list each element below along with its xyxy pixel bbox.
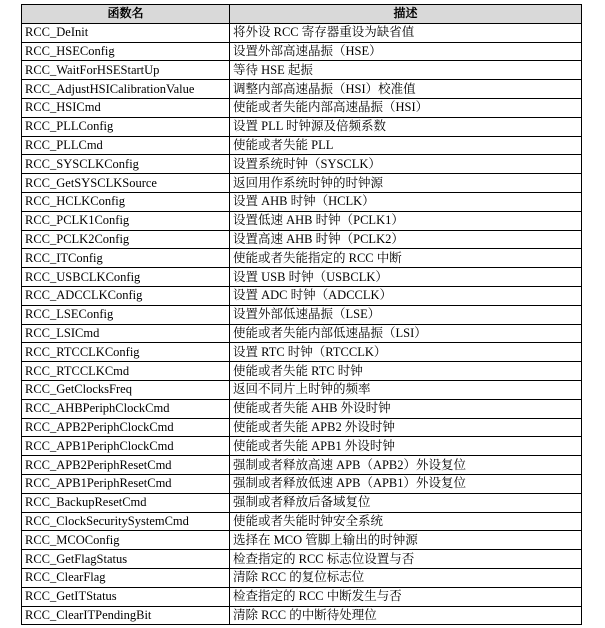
table-row <box>22 587 582 606</box>
function-name-cell: RCC_GetSYSCLKSource <box>22 174 230 193</box>
function-name-cell: RCC_LSICmd <box>22 324 230 343</box>
table-row <box>22 493 582 512</box>
description-cell: 清除 RCC 的复位标志位 <box>230 568 582 587</box>
description-cell: 设置 PLL 时钟源及倍频系数 <box>230 117 582 136</box>
description-cell: 使能或者失能 APB1 外设时钟 <box>230 437 582 456</box>
description-cell: 使能或者失能指定的 RCC 中断 <box>230 249 582 268</box>
function-name-cell: RCC_SYSCLKConfig <box>22 155 230 174</box>
function-name-cell: RCC_APB1PeriphClockCmd <box>22 437 230 456</box>
table-row <box>22 136 582 155</box>
description-cell: 选择在 MCO 管脚上输出的时钟源 <box>230 531 582 550</box>
description-cell: 设置 RTC 时钟（RTCCLK） <box>230 343 582 362</box>
table-row <box>22 362 582 381</box>
description-cell: 设置低速 AHB 时钟（PCLK1） <box>230 211 582 230</box>
table-row <box>22 61 582 80</box>
function-name-cell: RCC_GetClocksFreq <box>22 380 230 399</box>
table-row <box>22 80 582 99</box>
table-row <box>22 568 582 587</box>
description-cell: 设置外部低速晶振（LSE） <box>230 305 582 324</box>
rcc-function-table <box>21 4 582 625</box>
function-name-cell: RCC_ITConfig <box>22 249 230 268</box>
description-cell: 强制或者释放后备域复位 <box>230 493 582 512</box>
description-cell: 设置 ADC 时钟（ADCCLK） <box>230 286 582 305</box>
function-name-cell: RCC_HCLKConfig <box>22 192 230 211</box>
table-row <box>22 155 582 174</box>
function-name-cell: RCC_APB1PeriphResetCmd <box>22 474 230 493</box>
description-cell: 设置外部高速晶振（HSE） <box>230 42 582 61</box>
table-row <box>22 117 582 136</box>
function-name-cell: RCC_MCOConfig <box>22 531 230 550</box>
table-row <box>22 474 582 493</box>
table-row <box>22 230 582 249</box>
description-cell: 设置高速 AHB 时钟（PCLK2） <box>230 230 582 249</box>
table-body <box>22 23 582 625</box>
description-cell: 使能或者失能 RTC 时钟 <box>230 362 582 381</box>
function-name-cell: RCC_WaitForHSEStartUp <box>22 61 230 80</box>
table-header-row <box>22 5 582 24</box>
function-name-cell: RCC_PCLK1Config <box>22 211 230 230</box>
table-row <box>22 512 582 531</box>
description-cell: 使能或者失能 APB2 外设时钟 <box>230 418 582 437</box>
function-name-cell: RCC_DeInit <box>22 23 230 42</box>
description-cell: 强制或者释放低速 APB（APB1）外设复位 <box>230 474 582 493</box>
description-cell: 使能或者失能 AHB 外设时钟 <box>230 399 582 418</box>
function-name-cell: RCC_RTCCLKCmd <box>22 362 230 381</box>
function-name-cell: RCC_USBCLKConfig <box>22 268 230 287</box>
description-cell: 清除 RCC 的中断待处理位 <box>230 606 582 625</box>
table-row <box>22 23 582 42</box>
table-row <box>22 98 582 117</box>
description-cell: 强制或者释放高速 APB（APB2）外设复位 <box>230 456 582 475</box>
table-row <box>22 606 582 625</box>
table-row <box>22 286 582 305</box>
function-name-cell: RCC_PLLCmd <box>22 136 230 155</box>
function-name-cell: RCC_APB2PeriphResetCmd <box>22 456 230 475</box>
function-name-cell: RCC_ClearFlag <box>22 568 230 587</box>
table-row <box>22 174 582 193</box>
table-row <box>22 249 582 268</box>
header-description: 描述 <box>230 5 582 24</box>
function-name-cell: RCC_PLLConfig <box>22 117 230 136</box>
function-name-cell: RCC_AHBPeriphClockCmd <box>22 399 230 418</box>
function-name-cell: RCC_ADCCLKConfig <box>22 286 230 305</box>
table-row <box>22 531 582 550</box>
description-cell: 调整内部高速晶振（HSI）校准值 <box>230 80 582 99</box>
function-name-cell: RCC_ClockSecuritySystemCmd <box>22 512 230 531</box>
function-name-cell: RCC_AdjustHSICalibrationValue <box>22 80 230 99</box>
description-cell: 等待 HSE 起振 <box>230 61 582 80</box>
function-name-cell: RCC_ClearITPendingBit <box>22 606 230 625</box>
description-cell: 返回用作系统时钟的时钟源 <box>230 174 582 193</box>
function-name-cell: RCC_GetITStatus <box>22 587 230 606</box>
function-name-cell: RCC_PCLK2Config <box>22 230 230 249</box>
function-name-cell: RCC_APB2PeriphClockCmd <box>22 418 230 437</box>
table-row <box>22 437 582 456</box>
table-row <box>22 42 582 61</box>
table-row <box>22 192 582 211</box>
function-name-cell: RCC_GetFlagStatus <box>22 550 230 569</box>
function-name-cell: RCC_LSEConfig <box>22 305 230 324</box>
description-cell: 使能或者失能时钟安全系统 <box>230 512 582 531</box>
function-name-cell: RCC_BackupResetCmd <box>22 493 230 512</box>
table-row <box>22 305 582 324</box>
description-cell: 检查指定的 RCC 标志位设置与否 <box>230 550 582 569</box>
table-row <box>22 456 582 475</box>
description-cell: 使能或者失能 PLL <box>230 136 582 155</box>
table-row <box>22 268 582 287</box>
description-cell: 将外设 RCC 寄存器重设为缺省值 <box>230 23 582 42</box>
table-row <box>22 418 582 437</box>
table-row <box>22 343 582 362</box>
table-row <box>22 399 582 418</box>
description-cell: 使能或者失能内部高速晶振（HSI） <box>230 98 582 117</box>
function-name-cell: RCC_HSICmd <box>22 98 230 117</box>
function-name-cell: RCC_HSEConfig <box>22 42 230 61</box>
description-cell: 使能或者失能内部低速晶振（LSI） <box>230 324 582 343</box>
table-row <box>22 550 582 569</box>
header-function-name: 函数名 <box>22 5 230 24</box>
function-name-cell: RCC_RTCCLKConfig <box>22 343 230 362</box>
description-cell: 设置 USB 时钟（USBCLK） <box>230 268 582 287</box>
description-cell: 返回不同片上时钟的频率 <box>230 380 582 399</box>
table-row <box>22 324 582 343</box>
description-cell: 设置系统时钟（SYSCLK） <box>230 155 582 174</box>
table-row <box>22 211 582 230</box>
description-cell: 设置 AHB 时钟（HCLK） <box>230 192 582 211</box>
table-row <box>22 380 582 399</box>
description-cell: 检查指定的 RCC 中断发生与否 <box>230 587 582 606</box>
